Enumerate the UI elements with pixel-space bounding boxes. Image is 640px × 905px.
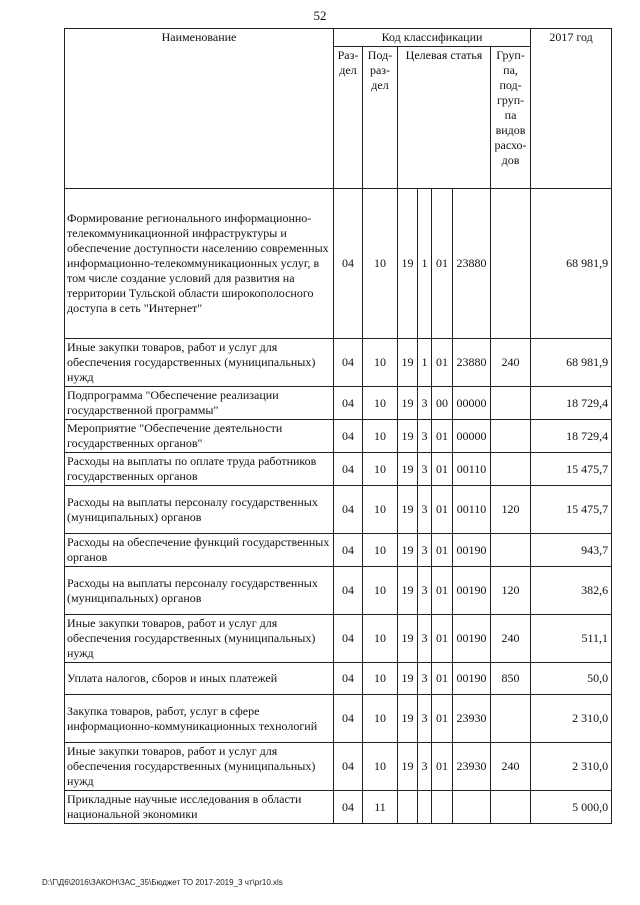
row-expense-group-cell (491, 534, 531, 567)
table-row (65, 453, 612, 486)
row-measure-cell: 01 (432, 453, 453, 486)
row-name-cell: Расходы на обеспечение функций государственных органов (65, 534, 334, 567)
row-subprogram-cell: 3 (418, 567, 432, 615)
row-section-cell: 04 (334, 534, 363, 567)
row-program-cell: 19 (398, 743, 418, 791)
row-name-cell: Уплата налогов, сборов и иных платежей (65, 663, 334, 695)
row-direction-cell (453, 791, 491, 824)
row-expense-group-cell: 240 (491, 615, 531, 663)
table-row (65, 567, 612, 615)
row-subsection-cell: 10 (363, 534, 398, 567)
row-direction-cell: 00110 (453, 453, 491, 486)
row-program-cell: 19 (398, 420, 418, 453)
row-subsection-cell: 10 (363, 486, 398, 534)
table-row (65, 534, 612, 567)
row-section-cell: 04 (334, 420, 363, 453)
row-section-cell: 04 (334, 189, 363, 339)
row-section-cell: 04 (334, 387, 363, 420)
row-name-cell: Расходы на выплаты персоналу государственных (муниципальных) органов (65, 567, 334, 615)
row-expense-group-cell: 240 (491, 339, 531, 387)
row-amount-cell: 5 000,0 (531, 791, 612, 824)
row-direction-cell: 23880 (453, 339, 491, 387)
row-subprogram-cell: 3 (418, 486, 432, 534)
row-subsection-cell: 10 (363, 387, 398, 420)
row-subprogram-cell: 1 (418, 189, 432, 339)
row-subprogram-cell: 3 (418, 453, 432, 486)
row-expense-group-cell: 120 (491, 567, 531, 615)
row-direction-cell: 00000 (453, 420, 491, 453)
row-section-cell: 04 (334, 791, 363, 824)
row-subprogram-cell: 1 (418, 339, 432, 387)
row-subprogram-cell: 3 (418, 695, 432, 743)
row-direction-cell: 23930 (453, 743, 491, 791)
row-amount-cell: 15 475,7 (531, 486, 612, 534)
row-amount-cell: 68 981,9 (531, 339, 612, 387)
row-expense-group-cell (491, 453, 531, 486)
row-amount-cell: 68 981,9 (531, 189, 612, 339)
row-direction-cell: 00110 (453, 486, 491, 534)
row-amount-cell: 18 729,4 (531, 420, 612, 453)
row-measure-cell: 01 (432, 534, 453, 567)
row-program-cell: 19 (398, 189, 418, 339)
row-program-cell (398, 791, 418, 824)
row-direction-cell: 00000 (453, 387, 491, 420)
row-measure-cell: 00 (432, 387, 453, 420)
budget-table (64, 28, 612, 824)
header-year: 2017 год (531, 29, 612, 189)
row-subprogram-cell: 3 (418, 534, 432, 567)
row-subsection-cell: 10 (363, 615, 398, 663)
row-measure-cell: 01 (432, 486, 453, 534)
row-measure-cell (432, 791, 453, 824)
table-row (65, 339, 612, 387)
row-program-cell: 19 (398, 453, 418, 486)
row-direction-cell: 23930 (453, 695, 491, 743)
row-subsection-cell: 10 (363, 567, 398, 615)
header-name: Наименование (65, 29, 334, 189)
row-section-cell: 04 (334, 339, 363, 387)
header-expense-group: Груп- па, под- груп- па видов расхо- дов (491, 47, 531, 189)
row-name-cell: Закупка товаров, работ, услуг в сфере информационно-коммуникационных технологий (65, 695, 334, 743)
header-section: Раз- дел (334, 47, 363, 189)
row-expense-group-cell (491, 189, 531, 339)
row-subprogram-cell (418, 791, 432, 824)
row-subsection-cell: 10 (363, 339, 398, 387)
row-name-cell: Иные закупки товаров, работ и услуг для обеспечения государственных (муниципальных) нужд (65, 339, 334, 387)
row-subprogram-cell: 3 (418, 743, 432, 791)
row-program-cell: 19 (398, 339, 418, 387)
table-row (65, 663, 612, 695)
row-measure-cell: 01 (432, 339, 453, 387)
row-expense-group-cell: 850 (491, 663, 531, 695)
row-amount-cell: 2 310,0 (531, 695, 612, 743)
header-target-article: Целевая статья (398, 47, 491, 189)
row-name-cell: Расходы на выплаты персоналу государственных (муниципальных) органов (65, 486, 334, 534)
header-subsection: Под- раз- дел (363, 47, 398, 189)
row-name-cell: Расходы на выплаты по оплате труда работников государственных органов (65, 453, 334, 486)
row-measure-cell: 01 (432, 567, 453, 615)
header-classification: Код классификации (334, 29, 531, 47)
row-subprogram-cell: 3 (418, 615, 432, 663)
row-section-cell: 04 (334, 615, 363, 663)
row-section-cell: 04 (334, 663, 363, 695)
row-program-cell: 19 (398, 663, 418, 695)
row-program-cell: 19 (398, 534, 418, 567)
row-name-cell: Иные закупки товаров, работ и услуг для обеспечения государственных (муниципальных) нужд (65, 615, 334, 663)
row-program-cell: 19 (398, 615, 418, 663)
row-section-cell: 04 (334, 453, 363, 486)
row-subsection-cell: 10 (363, 743, 398, 791)
row-measure-cell: 01 (432, 743, 453, 791)
row-subsection-cell: 11 (363, 791, 398, 824)
row-direction-cell: 00190 (453, 567, 491, 615)
row-amount-cell: 511,1 (531, 615, 612, 663)
row-section-cell: 04 (334, 695, 363, 743)
row-expense-group-cell (491, 387, 531, 420)
row-amount-cell: 50,0 (531, 663, 612, 695)
table-row (65, 791, 612, 824)
row-direction-cell: 00190 (453, 534, 491, 567)
row-subsection-cell: 10 (363, 695, 398, 743)
row-section-cell: 04 (334, 486, 363, 534)
row-measure-cell: 01 (432, 695, 453, 743)
row-subsection-cell: 10 (363, 420, 398, 453)
row-name-cell: Мероприятие "Обеспечение деятельности государственных органов" (65, 420, 334, 453)
row-subprogram-cell: 3 (418, 663, 432, 695)
row-expense-group-cell: 240 (491, 743, 531, 791)
row-expense-group-cell (491, 791, 531, 824)
row-amount-cell: 943,7 (531, 534, 612, 567)
row-subprogram-cell: 3 (418, 387, 432, 420)
row-expense-group-cell: 120 (491, 486, 531, 534)
table-row (65, 420, 612, 453)
row-program-cell: 19 (398, 387, 418, 420)
row-expense-group-cell (491, 695, 531, 743)
row-section-cell: 04 (334, 743, 363, 791)
row-amount-cell: 382,6 (531, 567, 612, 615)
row-amount-cell: 2 310,0 (531, 743, 612, 791)
row-measure-cell: 01 (432, 615, 453, 663)
row-amount-cell: 15 475,7 (531, 453, 612, 486)
row-measure-cell: 01 (432, 189, 453, 339)
row-expense-group-cell (491, 420, 531, 453)
row-subsection-cell: 10 (363, 453, 398, 486)
table-row (65, 695, 612, 743)
row-direction-cell: 23880 (453, 189, 491, 339)
row-program-cell: 19 (398, 486, 418, 534)
table-row (65, 743, 612, 791)
table-row (65, 189, 612, 339)
row-section-cell: 04 (334, 567, 363, 615)
row-name-cell: Подпрограмма "Обеспечение реализации государственной программы" (65, 387, 334, 420)
row-subsection-cell: 10 (363, 663, 398, 695)
row-direction-cell: 00190 (453, 615, 491, 663)
row-name-cell: Иные закупки товаров, работ и услуг для обеспечения государственных (муниципальных) нужд (65, 743, 334, 791)
row-name-cell: Формирование регионального информационно-телекоммуникационной инфраструктуры и обеспечение доступности населению современных информационно-телекоммуникационных услуг, в том числе создание условий для развития на территории Тульской области широкополосного доступа в сеть "Интернет" (65, 189, 334, 339)
row-measure-cell: 01 (432, 420, 453, 453)
file-path: D:\Г\Д6\2016\ЗАКОН\ЗАС_35\Бюджет ТО 2017-2019_3 чт\pr10.xls (42, 878, 283, 887)
row-measure-cell: 01 (432, 663, 453, 695)
row-name-cell: Прикладные научные исследования в области национальной экономики (65, 791, 334, 824)
row-subprogram-cell: 3 (418, 420, 432, 453)
row-amount-cell: 18 729,4 (531, 387, 612, 420)
table-row (65, 486, 612, 534)
row-program-cell: 19 (398, 695, 418, 743)
row-program-cell: 19 (398, 567, 418, 615)
table-row (65, 387, 612, 420)
header-row-1 (65, 29, 612, 47)
table-row (65, 615, 612, 663)
page-number: 52 (313, 8, 327, 23)
row-direction-cell: 00190 (453, 663, 491, 695)
row-subsection-cell: 10 (363, 189, 398, 339)
